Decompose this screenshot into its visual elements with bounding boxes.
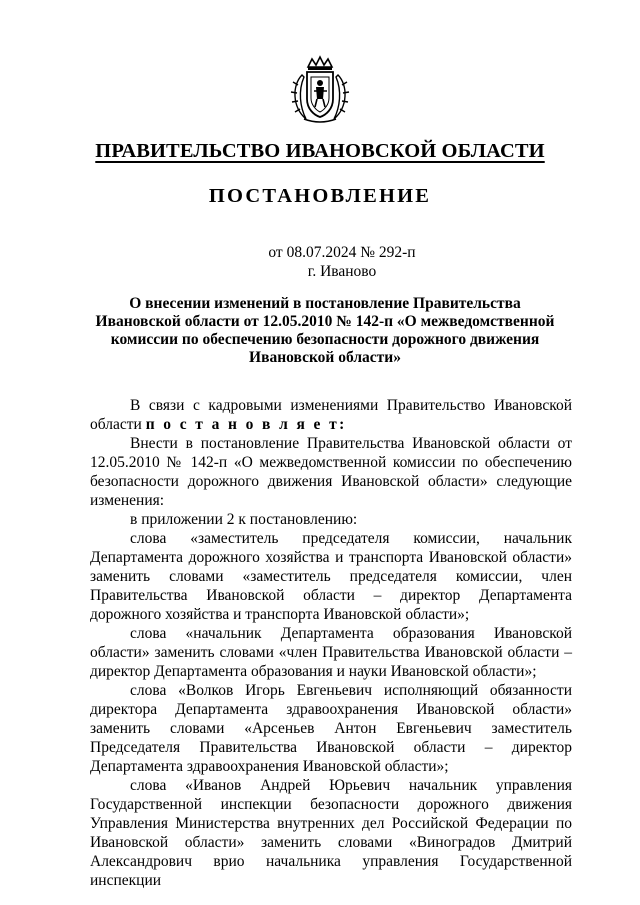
- body-paragraph: в приложении 2 к постановлению:: [130, 511, 358, 528]
- document-body: [90, 396, 572, 890]
- coat-of-arms-icon: [288, 55, 352, 127]
- government-title: ПРАВИТЕЛЬСТВО ИВАНОВСКОЙ ОБЛАСТИ: [95, 140, 545, 162]
- document-date-number: от 08.07.2024 № 292-п: [268, 244, 416, 261]
- body-paragraph: слова «Иванов Андрей Юрьевич начальник управления Государственной инспекции безопасности дорожного движения Управления Министерства внутренних дел Российской Федерации по Ивановской области» заменить словами «Виноградов Дмитрий Александрович врио начальника управления Государственной инспекции: [90, 777, 572, 889]
- body-paragraph: слова «начальник Департамента образования Ивановской области» заменить словами «член Правительства Ивановской области – директор Департамента образования и науки Ивановской области»;: [90, 625, 572, 680]
- subject-line: О внесении изменений в постановление Правительства: [129, 295, 521, 312]
- document-type-heading: ПОСТАНОВЛЕНИЕ: [208, 185, 432, 207]
- body-paragraph: слова «Волков Игорь Евгеньевич исполняющий обязанности директора Департамента здравоохранения Ивановской области» заменить словами «Арсеньев Антон Евгеньевич заместитель Председателя Правительства Ивановской области – директор Департамента здравоохранения Ивановской области»;: [90, 682, 572, 775]
- body-paragraph: слова «заместитель председателя комиссии, начальник Департамента дорожного хозяйства и транспорта Ивановской области» заменить словами «заместитель председателя комиссии, член Правительства Ивановской области – директор Департамента дорожного хозяйства и транспорта Ивановской области»;: [90, 530, 572, 623]
- document-meta: [0, 243, 640, 281]
- intro-paragraph: [90, 396, 572, 434]
- intro-text: В связи с кадровыми изменениями Правительство Ивановской области: [90, 397, 572, 433]
- body-paragraph: Внести в постановление Правительства Ивановской области от 12.05.2010 № 142-п «О межведомственной комиссии по обеспечению безопасности дорожного движения Ивановской области» следующие изменения:: [90, 435, 572, 509]
- subject-line: Ивановской области»: [249, 349, 401, 366]
- document-subject: [90, 295, 560, 367]
- decree-word: п о с т а н о в л я е т:: [145, 416, 347, 433]
- document-city: г. Иваново: [307, 263, 377, 280]
- subject-line: комиссии по обеспечению безопасности дорожного движения: [110, 331, 540, 348]
- subject-line: Ивановской области от 12.05.2010 № 142-п «О межведомственной: [95, 313, 555, 330]
